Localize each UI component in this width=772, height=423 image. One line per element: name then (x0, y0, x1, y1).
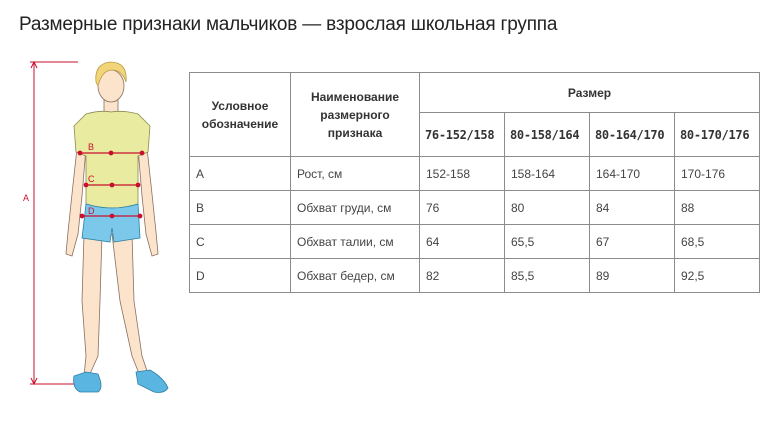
row-code: B (190, 191, 291, 225)
row-value: 88 (675, 191, 760, 225)
measure-label-a: A (23, 193, 30, 203)
row-value: 82 (420, 259, 505, 293)
size-header: 80-164/170 (590, 113, 675, 157)
row-value: 164-170 (590, 157, 675, 191)
row-name: Обхват груди, см (291, 191, 420, 225)
legs (82, 234, 148, 376)
measure-label-d: D (88, 206, 95, 216)
row-name: Рост, см (291, 157, 420, 191)
table-row (190, 225, 760, 259)
row-name: Обхват бедер, см (291, 259, 420, 293)
row-name: Обхват талии, см (291, 225, 420, 259)
row-code: A (190, 157, 291, 191)
size-header: 80-170/176 (675, 113, 760, 157)
row-value: 80 (505, 191, 590, 225)
table-row (190, 259, 760, 293)
row-value: 170-176 (675, 157, 760, 191)
row-value: 67 (590, 225, 675, 259)
shoes (74, 370, 168, 393)
col-code-header: Условное обозначение (190, 73, 291, 157)
row-value: 64 (420, 225, 505, 259)
row-value: 85,5 (505, 259, 590, 293)
measure-label-b: B (88, 142, 95, 152)
col-name-header: Наименование размерного признака (291, 73, 420, 157)
row-value: 84 (590, 191, 675, 225)
boy-figure-illustration (14, 56, 184, 401)
page-title: Размерные признаки мальчиков — взрослая школьная группа (19, 14, 558, 35)
table-row (190, 157, 760, 191)
size-group-header: Размер (420, 73, 760, 113)
row-value: 158-164 (505, 157, 590, 191)
row-value: 152-158 (420, 157, 505, 191)
size-table (189, 72, 760, 293)
row-value: 92,5 (675, 259, 760, 293)
row-value: 76 (420, 191, 505, 225)
size-header: 76-152/158 (420, 113, 505, 157)
size-header: 80-158/164 (505, 113, 590, 157)
measure-label-c: C (88, 174, 95, 184)
table-header-row (190, 73, 760, 113)
row-code: C (190, 225, 291, 259)
table-row (190, 191, 760, 225)
row-value: 68,5 (675, 225, 760, 259)
row-value: 89 (590, 259, 675, 293)
row-code: D (190, 259, 291, 293)
row-value: 65,5 (505, 225, 590, 259)
